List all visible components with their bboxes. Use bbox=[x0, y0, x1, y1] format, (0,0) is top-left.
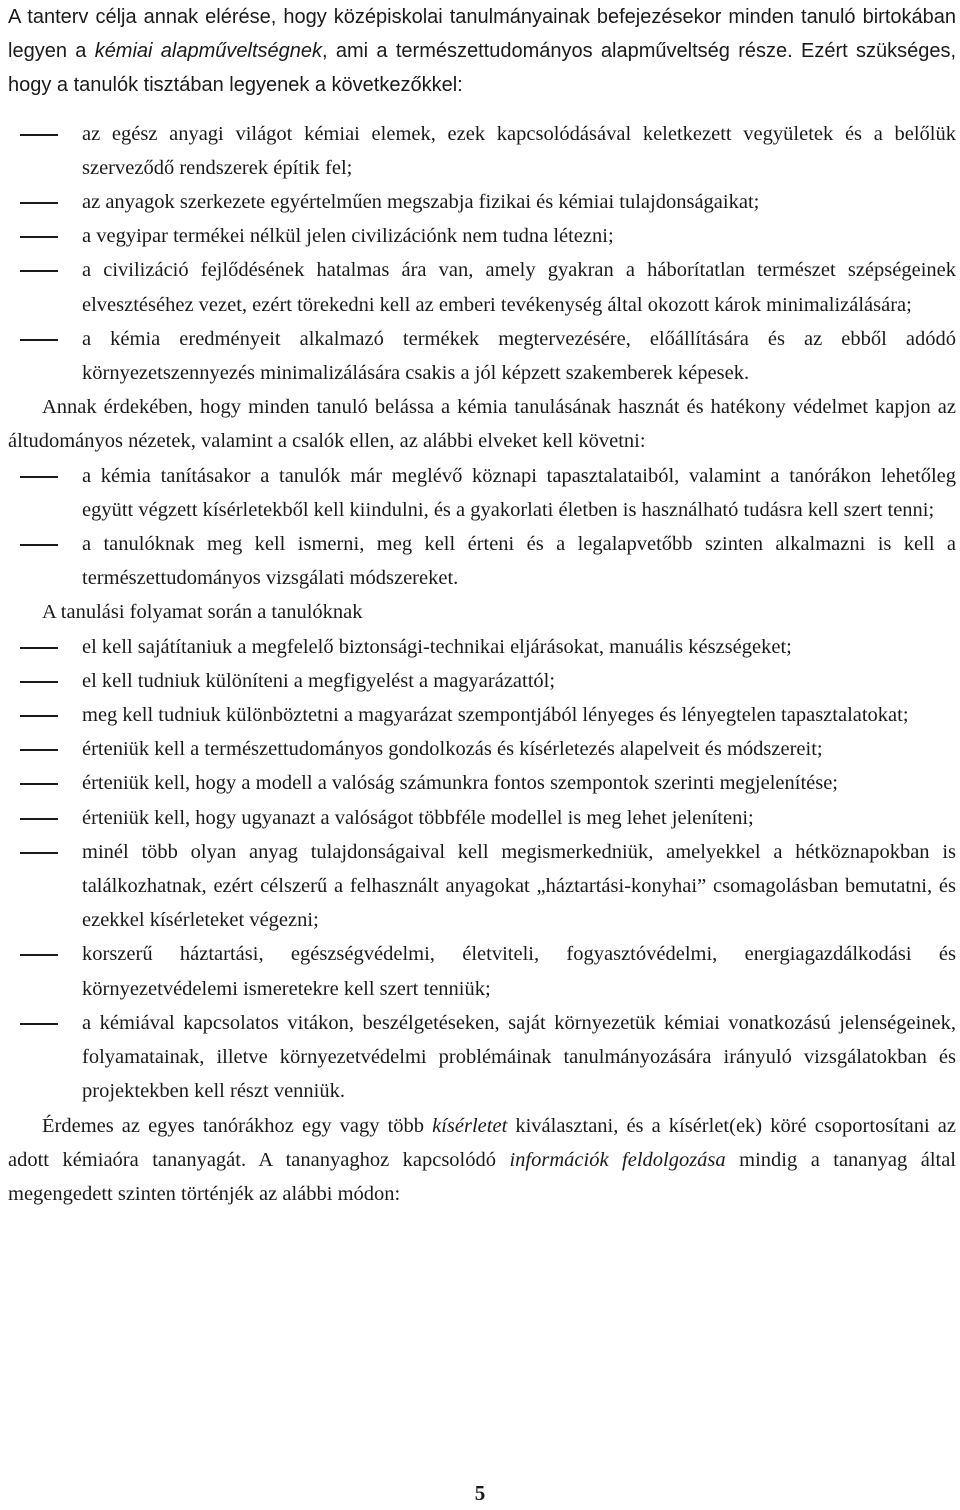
list-item bbox=[8, 117, 956, 185]
list-item bbox=[8, 253, 956, 321]
list-item-text: érteniük kell a természettudományos gondolkozás és kísérletezés alapelveit és módszereit; bbox=[82, 738, 823, 761]
list-item-text: érteniük kell, hogy a modell a valóság számunkra fontos szempontok szerinti megjelenítése; bbox=[82, 772, 839, 795]
list-item bbox=[8, 322, 956, 390]
experiments-paragraph bbox=[8, 1109, 956, 1212]
list-item bbox=[8, 766, 956, 800]
experiments-text-1: Érdemes az egyes tanórákhoz egy vagy több bbox=[42, 1114, 433, 1137]
list-item bbox=[8, 527, 956, 595]
list-item bbox=[8, 185, 956, 219]
list-item-text: érteniük kell, hogy ugyanazt a valóságot többféle modellel is meg lehet jeleníteni; bbox=[82, 806, 754, 829]
list-item-text: el kell sajátítaniuk a megfelelő biztonsági-technikai eljárásokat, manuális készségeket; bbox=[82, 635, 792, 658]
list-item-text: a tanulóknak meg kell ismerni, meg kell érteni és a legalapvetőbb szinten alkalmazni is kell a természettudományos vizsgálati módszereket. bbox=[82, 533, 956, 590]
experiments-text-2: kiválasztani, és a kísérlet(ek) köré csoportosítani az adott kémiaóra tananyagát. A tananyaghoz kapcsolódó bbox=[8, 1114, 957, 1171]
intro-emphasis: kémiai alapműveltségnek bbox=[94, 40, 323, 63]
list-item bbox=[8, 835, 956, 938]
list-item-text: a kémia tanításakor a tanulók már meglévő köznapi tapasztalataiból, valamint a tanórákon lehetőleg együtt végzett kísérletekből kell kiindulni, és a gyakorlati életben is használható tudásra kell szert tenni; bbox=[82, 464, 956, 521]
principles-list bbox=[8, 459, 956, 596]
list-item-text: minél több olyan anyag tulajdonságaival kell megismerkedniük, amelyekkel a hétköznapokban is találkozhatnak, ezért célszerű a felhasznált anyagokat „háztartási-konyhai” csomagolásban bemutatni, és ezekkel kísérleteket végezni; bbox=[82, 840, 956, 932]
list-item bbox=[8, 937, 956, 1005]
list-item bbox=[8, 459, 956, 527]
document-page bbox=[8, 0, 956, 1211]
intro-paragraph bbox=[8, 0, 956, 103]
intro-text-2: , ami a természettudományos alapműveltség része. Ezért szükséges, hogy a tanulók tisztában legyenek a következőkkel: bbox=[8, 40, 957, 97]
learning-list bbox=[8, 630, 956, 1109]
list-item bbox=[8, 219, 956, 253]
list-item-text: az anyagok szerkezete egyértelműen megszabja fizikai és kémiai tulajdonságaikat; bbox=[82, 191, 760, 214]
list-item bbox=[8, 1006, 956, 1109]
list-item bbox=[8, 664, 956, 698]
learning-process-paragraph: A tanulási folyamat során a tanulóknak bbox=[42, 601, 363, 624]
experiments-text-3: mindig a tananyag által megengedett szinten történjék az alábbi módon: bbox=[8, 1148, 957, 1205]
list-item bbox=[8, 732, 956, 766]
list-item-text: az egész anyagi világot kémiai elemek, ezek kapcsolódásával keletkezett vegyületek és a belőlük szerveződő rendszerek építik fel; bbox=[82, 122, 956, 179]
intro-text-1: A tanterv célja annak elérése, hogy középiskolai tanulmányainak befejezésekor minden tanuló birtokában legyen a bbox=[8, 6, 956, 63]
list-item-text: korszerű háztartási, egészségvédelmi, életviteli, fogyasztóvédelmi, energiagazdálkodási és környezetvédelemi ismeretekre kell szert tenniük; bbox=[82, 943, 956, 1000]
list-item-text: a vegyipar termékei nélkül jelen civilizációnk nem tudna létezni; bbox=[82, 225, 614, 248]
experiments-emphasis-2: információk feldolgozása bbox=[509, 1148, 726, 1171]
list-item-text: a kémia eredményeit alkalmazó termékek megtervezésére, előállítására és az ebből adódó környezetszennyezés minimalizálására csakis a jól képzett szakemberek képesek. bbox=[82, 327, 956, 385]
list-item-text: el kell tudniuk különíteni a megfigyelést a magyarázattól; bbox=[82, 669, 556, 692]
page-number: 5 bbox=[474, 1481, 486, 1505]
list-item bbox=[8, 698, 956, 732]
list-item bbox=[8, 801, 956, 835]
list-item bbox=[8, 630, 956, 664]
experiments-emphasis-1: kísérletet bbox=[432, 1114, 508, 1137]
principles-paragraph: Annak érdekében, hogy minden tanuló belássa a kémia tanulásának hasznát és hatékony védelmet kapjon az áltudományos nézetek, valamint a csalók ellen, az alábbi elveket kell követni: bbox=[8, 396, 956, 453]
list-item-text: a kémiával kapcsolatos vitákon, beszélgetéseken, saját környezetük kémiai vonatkozású jelenségeinek, folyamatainak, illetve környezetvédelmi problémáinak tanulmányozására irányuló vizsgálatokban és projektekben kell részt venniük. bbox=[82, 1011, 956, 1103]
list-item-text: a civilizáció fejlődésének hatalmas ára van, amely gyakran a háborítatlan természet szépségeinek elvesztéséhez vezet, ezért törekedni kell az emberi tevékenység által okozott károk minimalizálására; bbox=[82, 259, 956, 316]
list-item-text: meg kell tudniuk különböztetni a magyarázat szempontjából lényeges és lényegtelen tapasztalatokat; bbox=[82, 704, 909, 727]
knowledge-list bbox=[8, 117, 956, 391]
